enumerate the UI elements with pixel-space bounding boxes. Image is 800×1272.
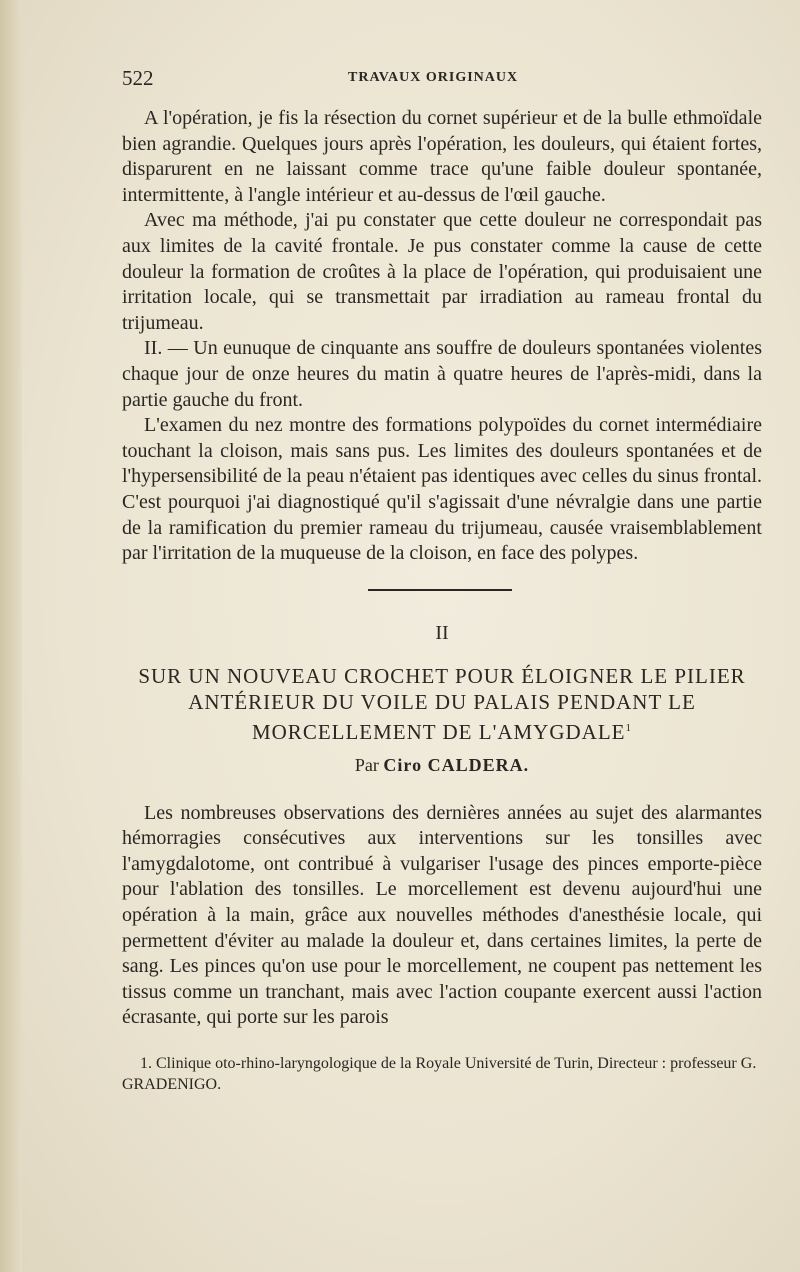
article-title <box>122 663 762 745</box>
section-number: II <box>435 621 449 644</box>
byline <box>122 749 762 801</box>
page-content <box>122 66 762 1111</box>
body-paragraph-2: Avec ma méthode, j'ai pu constater que cette douleur ne correspondait pas aux limites de la cavité frontale. Je pus constater comme la cause de cette douleur la formation de croûtes à la place de l'opération, qui produisaient une irritation locale, qui se transmettait par irradiation au rameau frontal du trijumeau. <box>122 209 762 334</box>
article-paragraph-1: Les nombreuses observations des dernières années au sujet des alarmantes hémorragies consécutives aux interventions sur les tonsilles avec l'amygdalotome, ont contribué à vulgariser l'usage des pinces emporte-pièce pour l'ablation des tonsilles. Le morcellement est devenu aujourd'hui une opération à la main, grâce aux nouvelles méthodes d'anesthésie locale, qui permettent d'éviter au malade la douleur et, dans certaines limites, la perte de sang. Les pinces qu'on use pour le morcellement, ne coupent pas nettement les tissus comme un tranchant, mais avec l'action coupante exercent aussi l'action écrasante, qui porte sur les parois <box>122 801 762 1029</box>
body-paragraph-1: A l'opération, je fis la résection du cornet supérieur et de la bulle ethmoïdale bien agrandie. Quelques jours après l'opération, les douleurs, qui étaient fortes, disparurent en ne laissant comme trace qu'une faible douleur spontanée, intermittente, à l'angle intérieur et au-dessus de l'œil gauche. <box>122 107 762 206</box>
page-number: 522 <box>122 66 154 90</box>
body-paragraph-4: L'examen du nez montre des formations polypoïdes du cornet intermédiaire touchant la cloison, mais sans pus. Les limites des douleurs spontanées et de l'hypersensibilité de la peau n'étaient pas identiques avec celles du sinus frontal. C'est pourquoi j'ai diagnostiqué qu'il s'agissait d'une névralgie dans une partie de la ramification du premier rameau du trijumeau, causée vraisemblablement par l'irritation de la muqueuse de la cloison, en face des polypes. <box>122 414 762 565</box>
divider-rule <box>368 589 512 591</box>
article-title-text: SUR UN NOUVEAU CROCHET POUR ÉLOIGNER LE PILIER ANTÉRIEUR DU VOILE DU PALAIS PENDANT LE MORCELLEMENT DE L'AMYGDALE <box>138 663 746 744</box>
byline-prefix: Par <box>354 754 379 775</box>
section-divider <box>122 567 762 617</box>
running-head <box>122 66 762 106</box>
author-name: Ciro CALDERA. <box>383 754 530 775</box>
running-title: TRAVAUX ORIGINAUX <box>348 70 519 85</box>
title-footnote-mark: 1 <box>625 721 633 734</box>
page-gutter <box>0 0 22 1272</box>
footnote: 1. Clinique oto-rhino-laryngologique de la Royale Université de Turin, Directeur : professeur G. GRADENIGO. <box>122 1055 757 1094</box>
body-paragraph-3: II. — Un eunuque de cinquante ans souffre de douleurs spontanées violentes chaque jour de onze heures du matin à quatre heures de l'après-midi, dans la partie gauche du front. <box>122 337 762 411</box>
